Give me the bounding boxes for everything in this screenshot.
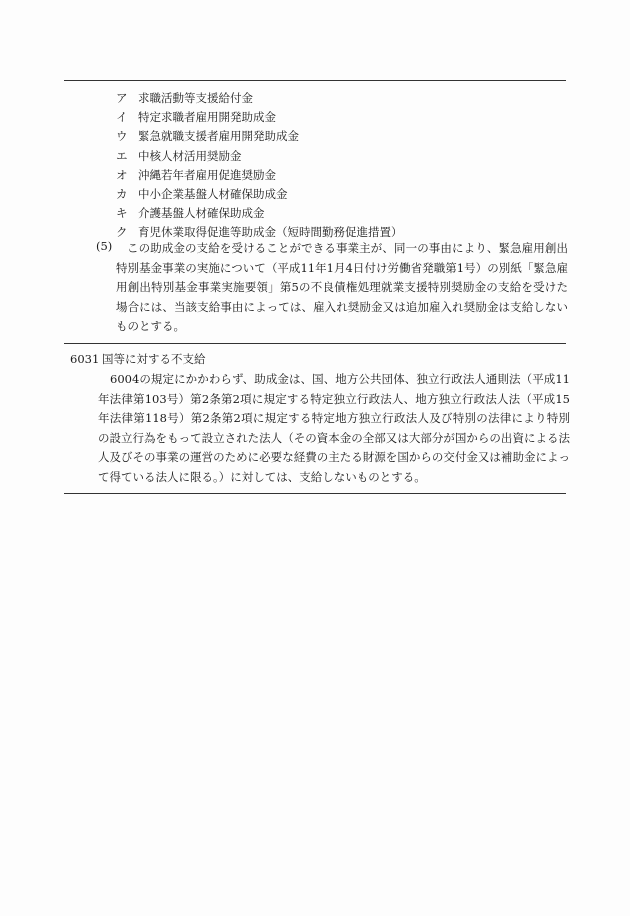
list-item (116, 204, 403, 223)
list-item (116, 166, 403, 185)
item-text: 特定求職者雇用開発助成金 (138, 110, 276, 125)
item-kana: オ (116, 167, 128, 182)
section-number: 6031 (70, 352, 100, 366)
item-kana: カ (116, 186, 128, 201)
section-6031 (70, 350, 570, 488)
list-item (116, 147, 403, 166)
list-item (116, 89, 403, 108)
item-kana: キ (116, 206, 128, 221)
note-text: この助成金の支給を受けることができる事業主が、同一の事由により、緊急雇用創出特別基金事業の実施について（平成11年1月4日付け労働省発職第1号）の別紙「緊急雇用創出特別基金事業実施要領」第5の不良債権処理就業支援特別奨励金の支給を受けた場合には、当該支給事由によっては、雇入れ奨励金又は追加雇入れ奨励金は支給しないものとする。 (116, 241, 568, 334)
item-kana: ク (116, 225, 128, 240)
item-kana: ア (116, 91, 128, 105)
note-5 (96, 239, 568, 337)
section-divider (64, 343, 566, 344)
list-item (116, 108, 403, 127)
bottom-rule (64, 493, 566, 494)
list-item (116, 127, 403, 146)
item-text: 求職活動等支援給付金 (138, 91, 253, 105)
item-text: 育児休業取得促進等助成金（短時間勤務促進措置） (138, 225, 403, 240)
top-rule (64, 80, 566, 81)
item-kana: イ (116, 110, 128, 125)
item-text: 緊急就職支援者雇用開発助成金 (138, 129, 299, 144)
section-text: 6004の規定にかかわらず、助成金は、国、地方公共団体、独立行政法人通則法（平成11年法律第103号）第2条第2項に規定する特定独立行政法人、地方独立行政法人法（平成15年法律第118号）第2条第2項に規定する特定地方独立行政法人及び特別の法律により特別の設立行為をもって設立された法人（その資本金の全部又は大部分が国からの出資による法人及びその事業の運営のために必要な経費の主たる財源を国からの交付金又は補助金によって得ている法人に限る。）に対しては、支給しないものとする。 (98, 372, 570, 484)
item-kana: ウ (116, 129, 128, 144)
item-kana: エ (116, 148, 128, 163)
section-title: 国等に対する不支給 (102, 352, 206, 366)
item-text: 中核人材活用奨励金 (138, 148, 242, 163)
list-item (116, 185, 403, 204)
note-number: (5) (96, 239, 113, 253)
item-text: 中小企業基盤人材確保助成金 (138, 186, 288, 201)
section-heading (70, 350, 570, 369)
item-text: 介護基盤人材確保助成金 (138, 206, 265, 221)
item-text: 沖縄若年者雇用促進奨励金 (138, 167, 276, 182)
item-list (116, 89, 403, 243)
